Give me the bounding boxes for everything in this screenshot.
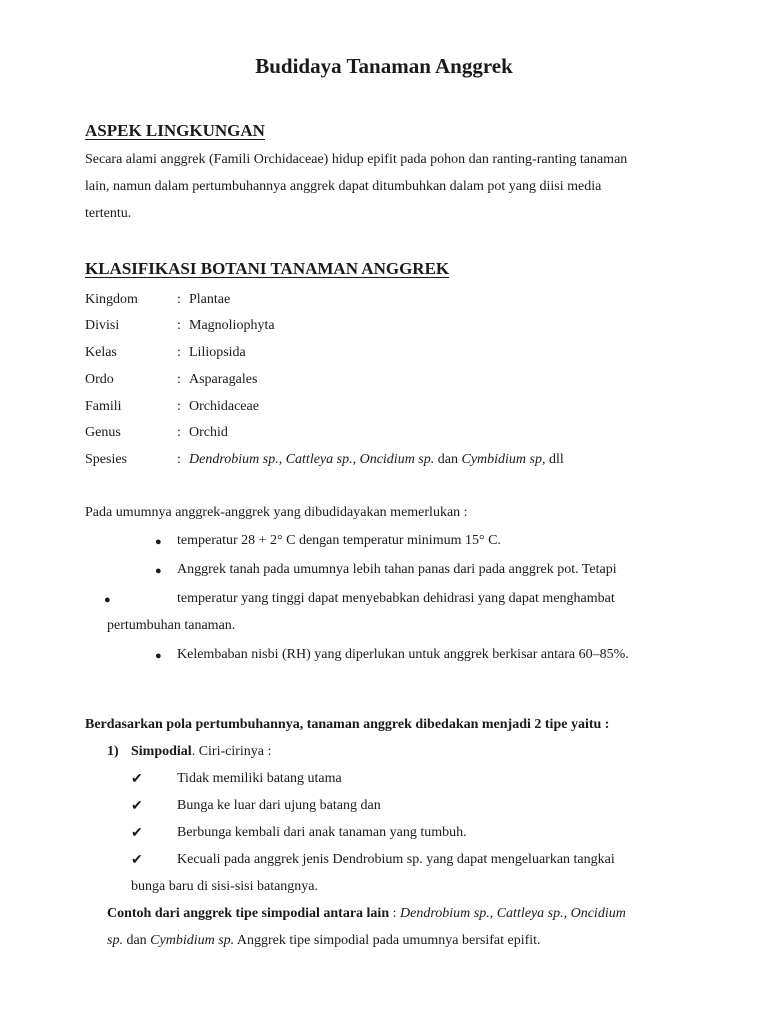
spesies-cymbidium: Cymbidium sp bbox=[461, 452, 542, 467]
ciri-1: Tidak memiliki batang utama bbox=[177, 771, 342, 786]
spesies-dendrobium: Dendrobium sp., bbox=[189, 452, 286, 467]
simpodial-label: Simpodial bbox=[131, 744, 192, 759]
contoh-line-2 bbox=[107, 933, 541, 949]
spesies-dan: dan bbox=[434, 452, 462, 467]
klasifikasi-value: Magnoliophyta bbox=[189, 318, 275, 333]
spesies-value bbox=[189, 452, 564, 468]
bullet-icon: ● bbox=[155, 650, 162, 662]
spesies-cattleya: Cattleya sp., bbox=[285, 452, 360, 467]
section-heading-aspek: ASPEK LINGKUNGAN bbox=[85, 121, 265, 140]
spesies-oncidium: Oncidium sp. bbox=[359, 452, 435, 467]
kebutuhan-bullet-3: temperatur yang tinggi dapat menyebabkan dehidrasi yang dapat menghambat bbox=[177, 591, 615, 606]
simpodial-rest: . Ciri-cirinya : bbox=[191, 744, 272, 759]
klasifikasi-colon: : bbox=[177, 452, 181, 467]
klasifikasi-value: Plantae bbox=[189, 292, 231, 307]
ciri-4-cont: bunga baru di sisi-sisi batangnya. bbox=[131, 879, 319, 894]
document-title: Budidaya Tanaman Anggrek bbox=[255, 54, 513, 78]
klasifikasi-colon: : bbox=[177, 345, 181, 360]
ciri-3: Berbunga kembali dari anak tanaman yang tumbuh. bbox=[177, 825, 467, 840]
list-number: 1) bbox=[107, 744, 119, 759]
ciri-4: Kecuali pada anggrek jenis Dendrobium sp. yang dapat mengeluarkan tangkai bbox=[177, 852, 615, 867]
bullet-icon: ● bbox=[155, 565, 162, 577]
check-icon: ✔ bbox=[131, 826, 143, 841]
aspek-line-3: tertentu. bbox=[85, 206, 132, 221]
contoh-line-1 bbox=[107, 906, 626, 922]
klasifikasi-value: Orchid bbox=[189, 425, 228, 440]
klasifikasi-key: Ordo bbox=[85, 372, 114, 387]
klasifikasi-value: Orchidaceae bbox=[189, 399, 259, 414]
klasifikasi-key: Kingdom bbox=[85, 292, 138, 307]
klasifikasi-colon: : bbox=[177, 372, 181, 387]
contoh-dan: dan bbox=[122, 933, 151, 948]
bullet-icon: ● bbox=[155, 536, 162, 548]
klasifikasi-value: Liliopsida bbox=[189, 345, 246, 360]
kebutuhan-bullet-2: Anggrek tanah pada umumnya lebih tahan panas dari pada anggrek pot. Tetapi bbox=[177, 562, 617, 577]
klasifikasi-key: Genus bbox=[85, 425, 121, 440]
contoh-species-2: sp. bbox=[107, 933, 123, 948]
klasifikasi-colon: : bbox=[177, 318, 181, 333]
section-heading-klasifikasi: KLASIFIKASI BOTANI TANAMAN ANGGREK bbox=[85, 259, 450, 278]
contoh-label: Contoh dari anggrek tipe simpodial antara lain bbox=[107, 906, 390, 921]
aspek-line-2: lain, namun dalam pertumbuhannya anggrek dapat ditumbuhkan dalam pot yang diisi media bbox=[85, 179, 602, 194]
contoh-rest: Anggrek tipe simpodial pada umumnya bersifat epifit. bbox=[234, 933, 541, 948]
pola-intro: Berdasarkan pola pertumbuhannya, tanaman anggrek dibedakan menjadi 2 tipe yaitu : bbox=[85, 717, 610, 732]
klasifikasi-colon: : bbox=[177, 425, 181, 440]
kebutuhan-intro: Pada umumnya anggrek-anggrek yang dibudidayakan memerlukan : bbox=[85, 505, 468, 520]
klasifikasi-key: Kelas bbox=[85, 345, 117, 360]
spesies-dll: , dll bbox=[541, 452, 564, 467]
check-icon: ✔ bbox=[131, 772, 143, 787]
contoh-colon: : bbox=[389, 906, 401, 921]
klasifikasi-colon: : bbox=[177, 292, 181, 307]
kebutuhan-bullet-1: temperatur 28 + 2° C dengan temperatur minimum 15° C. bbox=[177, 533, 501, 548]
check-icon: ✔ bbox=[131, 799, 143, 814]
contoh-species-3: Cymbidium sp. bbox=[150, 933, 235, 948]
kebutuhan-bullet-3-cont: pertumbuhan tanaman. bbox=[107, 618, 236, 633]
klasifikasi-colon: : bbox=[177, 399, 181, 414]
contoh-species-1: Dendrobium sp., Cattleya sp., Oncidium bbox=[400, 906, 626, 921]
ciri-2: Bunga ke luar dari ujung batang dan bbox=[177, 798, 381, 813]
klasifikasi-value: Asparagales bbox=[189, 372, 258, 387]
simpodial-line bbox=[131, 744, 271, 760]
klasifikasi-key: Divisi bbox=[85, 318, 120, 333]
klasifikasi-key: Famili bbox=[85, 399, 122, 414]
aspek-line-1: Secara alami anggrek (Famili Orchidaceae) hidup epifit pada pohon dan ranting-ranting tanaman bbox=[85, 152, 628, 167]
check-icon: ✔ bbox=[131, 853, 143, 868]
kebutuhan-bullet-4: Kelembaban nisbi (RH) yang diperlukan untuk anggrek berkisar antara 60–85%. bbox=[177, 647, 629, 662]
klasifikasi-key: Spesies bbox=[85, 452, 127, 467]
bullet-icon: ● bbox=[104, 594, 111, 606]
